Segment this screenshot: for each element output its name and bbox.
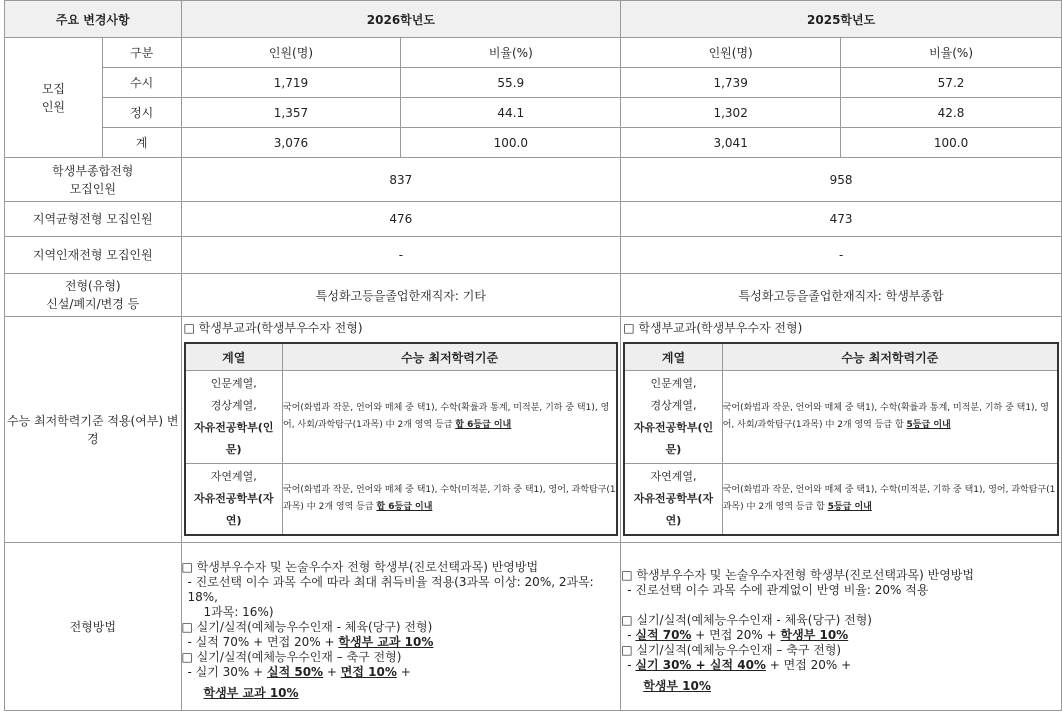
csat-label: 수능 최저학력기준 적용(여부) 변경: [5, 317, 182, 543]
recruit-label: 모집 인원: [5, 38, 103, 158]
csat-2025: □ 학생부교과(학생부우수자 전형) 계열 수능 최저학력기준 인문계열, 경상계열, 자유전공학부(인문) 국어(화법과 작문, 언어와 매체 중 택1), 수학(확률과 통계, 미적분, 기하 중 택1), 영어, 사회/과학탐구(1과목) 中 2개 영역 등급 합 5등급 이내 자연계열, 자유전공학부(자연) 국어(화법과 작문, 언어와 매체 중 택1), 수학(미적분, 기하 중 택1), 영어, 과학탐구(1과목) 中 2개 영역 등급 합 5등급 이내: [621, 317, 1062, 543]
comprehensive-label: 학생부종합전형 모집인원: [5, 158, 182, 202]
csat-2026: □ 학생부교과(학생부우수자 전형) 계열 수능 최저학력기준 인문계열, 경상계열, 자유전공학부(인문) 국어(화법과 작문, 언어와 매체 중 택1), 수학(확률과 통계, 미적분, 기하 중 택1), 영어, 사회/과학탐구(1과목) 中 2개 영역 등급 합 6등급 이내 자연계열, 자유전공학부(자연) 국어(화법과 작문, 언어와 매체 중 택1), 수학(미적분, 기하 중 택1), 영어, 과학탐구(1과목) 中 2개 영역 등급 합 6등급 이내: [181, 317, 621, 543]
count-header-2025: 인원(명): [621, 38, 841, 68]
method-2026: □ 학생부우수자 및 논술우수자 전형 학생부(진로선택과목) 반영방법 - 진로선택 이수 과목 수에 따라 최대 취득비율 적용(3과목 이상: 20%, 2과목: 18%, 1과목: 16%) □ 실기/실적(예체능우수인재 - 체육(당구) 전형) - 실적 70% + 면접 20% + 학생부 교과 10% □ 실기/실적(예체능우수인재 – 축구 전형) - 실기 30% + 실적 50% + 면접 10% + 학생부 교과 10%: [181, 543, 621, 711]
method-label: 전형방법: [5, 543, 182, 711]
admission-type-row: 전형(유형) 신설/폐지/변경 등 특성화고등을졸업한재직자: 기타 특성화고등을졸업한재직자: 학생부종합: [5, 274, 1062, 317]
admission-type-label: 전형(유형) 신설/폐지/변경 등: [5, 274, 182, 317]
count-header-2026: 인원(명): [181, 38, 401, 68]
header-row: [5, 1, 1062, 38]
ratio-header-2026: 비율(%): [401, 38, 621, 68]
recruit-header-row: [5, 38, 1062, 68]
table-row: 정시 1,357 44.1 1,302 42.8: [5, 98, 1062, 128]
method-2025: □ 학생부우수자 및 논술우수자전형 학생부(진로선택과목) 반영방법 - 진로선택 이수 과목 수에 관계없이 반영 비율: 20% 적용 □ 실기/실적(예체능우수인재 - 체육(당구) 전형) - 실적 70% + 면접 20% + 학생부 10% □ 실기/실적(예체능우수인재 – 축구 전형) - 실기 30% + 실적 40% + 면접 20% + 학생부 10%: [621, 543, 1062, 711]
header-2026: 2026학년도: [181, 1, 621, 38]
admission-changes-table: [4, 0, 1062, 711]
header-changes: 주요 변경사항: [5, 1, 182, 38]
header-2025: 2025학년도: [621, 1, 1062, 38]
csat-row: [5, 317, 1062, 543]
regional-balance-row: 지역균형전형 모집인원 476 473: [5, 202, 1062, 237]
ratio-header-2025: 비율(%): [841, 38, 1062, 68]
table-row: 계 3,076 100.0 3,041 100.0: [5, 128, 1062, 158]
recruit-sub-header: 구분: [102, 38, 181, 68]
comprehensive-row: 학생부종합전형 모집인원 837 958: [5, 158, 1062, 202]
table-row: 수시 1,719 55.9 1,739 57.2: [5, 68, 1062, 98]
csat-criteria-table-2025: 계열 수능 최저학력기준 인문계열, 경상계열, 자유전공학부(인문) 국어(화법과 작문, 언어와 매체 중 택1), 수학(확률과 통계, 미적분, 기하 중 택1), 영어, 사회/과학탐구(1과목) 中 2개 영역 등급 합 5등급 이내 자연계열, 자유전공학부(자연) 국어(화법과 작문, 언어와 매체 중 택1), 수학(미적분, 기하 중 택1), 영어, 과학탐구(1과목) 中 2개 영역 등급 합 5등급 이내: [623, 342, 1059, 536]
csat-criteria-table-2026: 계열 수능 최저학력기준 인문계열, 경상계열, 자유전공학부(인문) 국어(화법과 작문, 언어와 매체 중 택1), 수학(확률과 통계, 미적분, 기하 중 택1), 영어, 사회/과학탐구(1과목) 中 2개 영역 등급 합 6등급 이내 자연계열, 자유전공학부(자연) 국어(화법과 작문, 언어와 매체 중 택1), 수학(미적분, 기하 중 택1), 영어, 과학탐구(1과목) 中 2개 영역 등급 합 6등급 이내: [184, 342, 619, 536]
regional-talent-row: 지역인재전형 모집인원 - -: [5, 237, 1062, 274]
method-row: [5, 543, 1062, 711]
